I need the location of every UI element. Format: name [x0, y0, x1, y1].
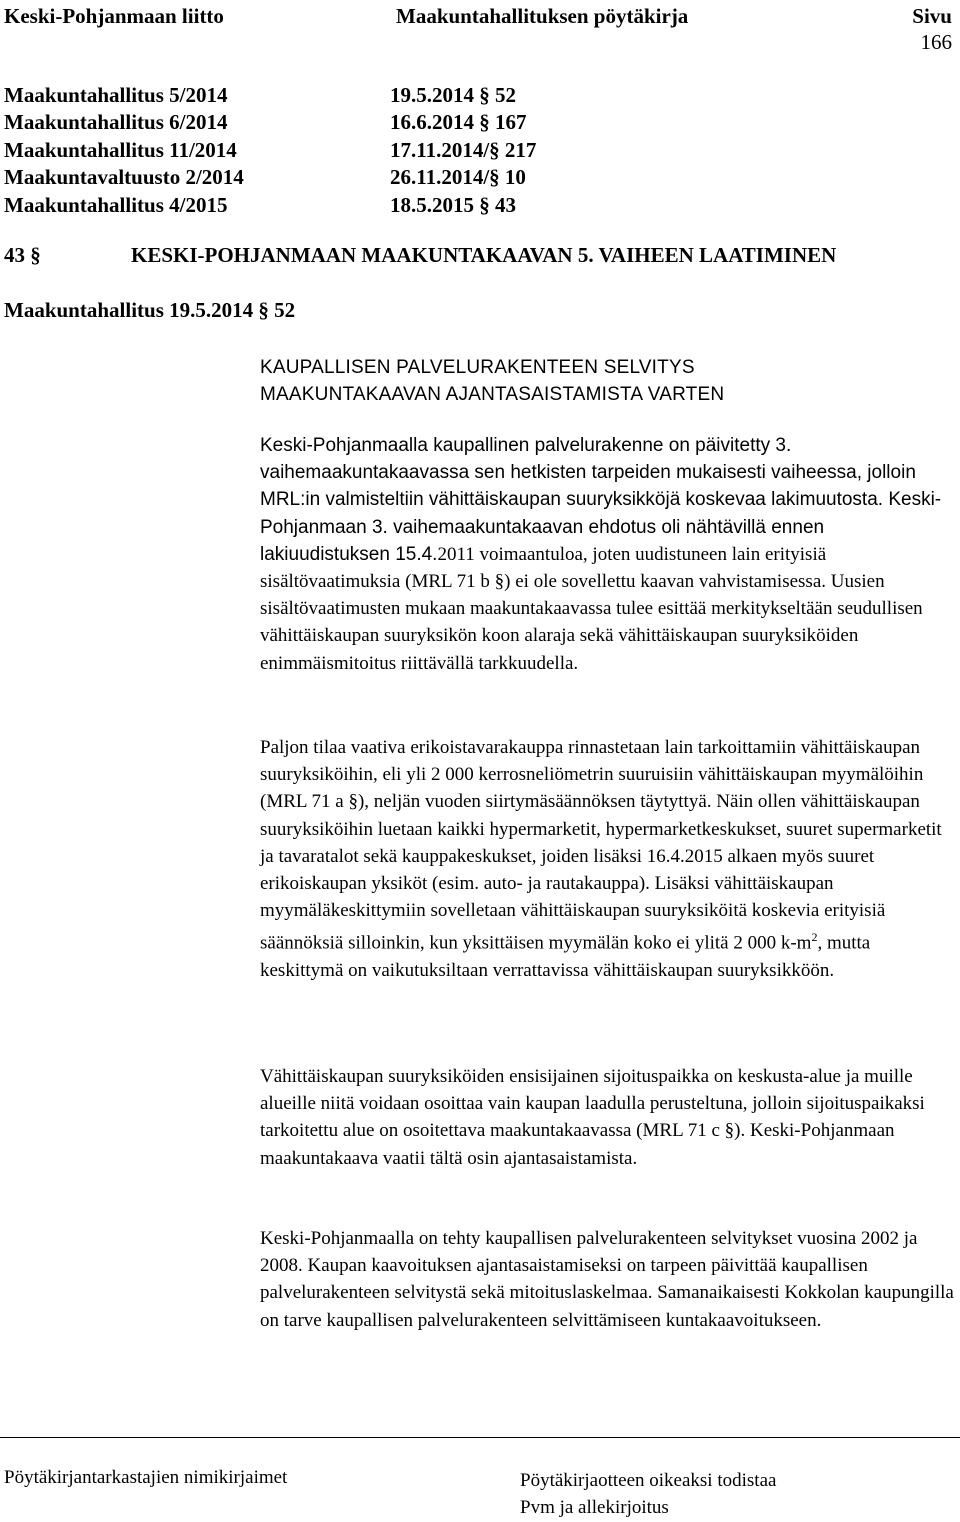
history-meeting: 26.11.2014/§ 10 — [390, 165, 526, 190]
paragraph-2 — [260, 734, 954, 984]
paragraph-text: Vähittäiskaupan suuryksiköiden ensisijainen sijoituspaikka on keskusta-alue ja muille alueille niitä voidaan osoittaa vain kaupan laadulla perusteltuna, jolloin sijoituspaikaksi tarkoitettu alue on osoitettava maakuntakaavassa (MRL 71 c §). Keski-Pohjanmaan maakuntakaava vaatii tältä osin ajantasaistamista. — [260, 1066, 925, 1169]
history-meeting: 19.5.2014 § 52 — [390, 83, 516, 107]
paragraph-1 — [260, 432, 954, 677]
page-number: 166 — [920, 30, 952, 54]
subtitle-line: KAUPALLISEN PALVELURAKENTEEN SELVITYS — [260, 357, 695, 378]
subtitle-line: MAAKUNTAKAAVAN AJANTASAISTAMISTA VARTEN — [260, 384, 725, 405]
section-subtitle — [260, 354, 724, 408]
document-type: Maakuntahallituksen pöytäkirja — [396, 4, 689, 28]
meeting-heading: Maakuntahallitus 19.5.2014 § 52 — [4, 298, 296, 322]
item-number: 43 § — [4, 243, 41, 267]
history-body: Maakuntahallitus 5/2014 — [4, 83, 228, 107]
item-title: KESKI-POHJANMAAN MAAKUNTAKAAVAN 5. VAIHEEN LAATIMINEN — [131, 243, 837, 267]
footer-initials-label: Pöytäkirjantarkastajien nimikirjaimet — [4, 1467, 288, 1488]
superscript: 2 — [811, 930, 818, 945]
paragraph-text: , mutta keskittymä on vaikutuksiltaan verrattavissa vähittäiskaupan suuryksikköön. — [260, 932, 871, 981]
paragraph-4 — [260, 1225, 954, 1334]
footer-certification — [520, 1467, 776, 1521]
footer-divider — [0, 1437, 960, 1438]
history-meeting: 18.5.2015 § 43 — [390, 192, 516, 217]
history-body: Maakuntahallitus 4/2015 — [4, 192, 228, 217]
history-body: Maakuntavaltuusto 2/2014 — [4, 165, 244, 190]
footer-date-signature-label: Pvm ja allekirjoitus — [520, 1497, 669, 1518]
history-body: Maakuntahallitus 11/2014 — [4, 137, 237, 162]
paragraph-3 — [260, 1063, 954, 1172]
history-meeting: 17.11.2014/§ 217 — [390, 137, 537, 162]
paragraph-text: Paljon tilaa vaativa erikoistavarakauppa rinnastetaan lain tarkoittamiin vähittäiskaupan suuryksiköihin, eli yli 2 000 kerrosneliömetrin suuruisiin vähittäiskaupan myymälöihin (MRL 71 a §), neljän vuoden siirtymäsäännöksen täytyttyä. Näin ollen vähittäiskaupan suuryksiköihin luetaan kaikki hypermarketit, hypermarketkeskukset, suuret supermarketit ja tavaratalot sekä kauppakeskukset, joiden lisäksi 16.4.2015 alkaen myös suuret erikoiskaupan yksiköt (esim. auto- ja rautakauppa). Lisäksi vähittäiskaupan myymäläkeskittymiin sovelletaan vähittäiskaupan suuryksiköitä koskevia erityisiä säännöksiä silloinkin, kun yksittäisen myymälän koko ei ylitä 2 000 k-m — [260, 737, 942, 954]
org-name: Keski-Pohjanmaan liitto — [4, 4, 224, 28]
paragraph-text: 2011 voimaantuloa, joten uudistuneen lain erityisiä sisältövaatimuksia (MRL 71 b §) ei ole sovellettu kaavan vahvistamisessa. Uusien sisältövaatimusten mukaan maakuntakaavassa tulee esittää merkitykseltään seudullisen vähittäiskaupan suuryksikön koon alaraja sekä vähittäiskaupan suuryksiköiden enimmäismitoitus riittävällä tarkkuudella. — [260, 543, 923, 674]
history-body: Maakuntahallitus 6/2014 — [4, 110, 228, 135]
history-meeting: 16.6.2014 § 167 — [390, 110, 527, 135]
footer-certification-label: Pöytäkirjaotteen oikeaksi todistaa — [520, 1470, 777, 1491]
page-label: Sivu — [912, 4, 952, 28]
paragraph-text: Keski-Pohjanmaalla kaupallinen palvelurakenne on päivitetty 3. vaihemaakuntakaavassa sen hetkisten tarpeiden mukaisesti vaiheessa, jolloin MRL:in valmisteltiin vähittäiskaupan suuryksikköjä koskevaa lakimuutosta. Keski-Pohjanmaan 3. vaihemaakuntakaavan ehdotus oli nähtävillä ennen lakiuudistuksen 15.4. — [260, 435, 942, 565]
paragraph-text: Keski-Pohjanmaalla on tehty kaupallisen palvelurakenteen selvitykset vuosina 2002 ja 2008. Kaupan kaavoituksen ajantasaistamiseksi on tarpeen päivittää kaupallisen palvelurakenteen selvitystä sekä mitoituslaskelmaa. Samanaikaisesti Kokkolan kaupungilla on tarve kaupallisen palvelurakenteen selvittämiseen kuntakaavoitukseen. — [260, 1228, 954, 1331]
